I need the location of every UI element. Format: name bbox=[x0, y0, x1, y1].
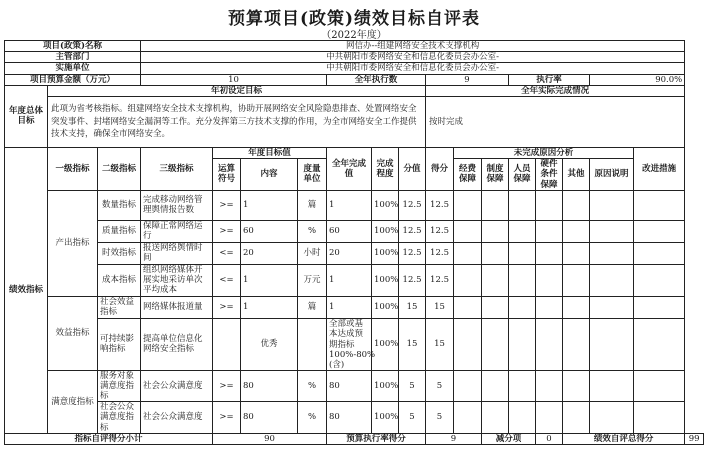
table-row bbox=[5, 264, 704, 296]
content-cell: 1 bbox=[241, 296, 298, 318]
reason-hardware-header: 硬件条件保障 bbox=[536, 159, 563, 191]
lvl1-header: 一级指标 bbox=[48, 147, 98, 190]
project-name-value: 网信办--组建网络安全技术支撑机构 bbox=[141, 41, 685, 52]
actual-cell: 80 bbox=[327, 370, 372, 402]
score-val-cell: 15 bbox=[399, 296, 426, 318]
actual-cell: 60 bbox=[327, 220, 372, 242]
score-val-cell: 5 bbox=[399, 402, 426, 434]
lvl2-cell: 社会效益指标 bbox=[98, 296, 141, 318]
score-val-cell: 12.5 bbox=[399, 264, 426, 296]
lvl3-cell: 组织网络媒体开展实地采访单次平均成本 bbox=[141, 264, 213, 296]
table-row bbox=[5, 370, 704, 402]
actual-header: 全年完成值 bbox=[327, 147, 372, 190]
executed-value: 9 bbox=[426, 74, 509, 85]
lvl3-cell: 提高单位信息化网络安全指标 bbox=[141, 318, 213, 370]
actual-status-header: 全年实际完成情况 bbox=[426, 85, 685, 96]
lvl3-header: 三级指标 bbox=[141, 147, 213, 190]
op-cell: >= bbox=[213, 402, 241, 434]
unit-cell: 小时 bbox=[298, 242, 327, 264]
budget-value: 10 bbox=[141, 74, 327, 85]
score-val-cell: 12.5 bbox=[399, 242, 426, 264]
score-cell: 12.5 bbox=[426, 220, 454, 242]
score-header: 得分 bbox=[426, 147, 454, 190]
unit-value: 中共朝阳市委网络安全和信息化委员会办公室- bbox=[141, 63, 685, 74]
score-val-cell: 15 bbox=[399, 318, 426, 370]
overall-target-label: 年度总体目标 bbox=[5, 85, 48, 147]
score-cell: 5 bbox=[426, 402, 454, 434]
exec-score-value: 9 bbox=[426, 433, 482, 444]
unit-cell: % bbox=[298, 370, 327, 402]
final-score-value: 99 bbox=[685, 433, 704, 444]
dept-label: 主管部门 bbox=[5, 52, 141, 63]
actual-cell: 1 bbox=[327, 296, 372, 318]
degree-cell: 100% bbox=[372, 190, 399, 220]
unit-cell: % bbox=[298, 402, 327, 434]
deduct-label: 减分项 bbox=[482, 433, 536, 444]
lvl2-cell: 质量指标 bbox=[98, 220, 141, 242]
degree-cell: 100% bbox=[372, 370, 399, 402]
op-cell: >= bbox=[213, 296, 241, 318]
table-row bbox=[5, 402, 704, 434]
budget-label: 项目预算金额（万元） bbox=[5, 74, 141, 85]
actual-cell: 全部或基本达成预期指标100%-80%(含) bbox=[327, 318, 372, 370]
content-header: 内容 bbox=[241, 159, 298, 191]
actual-status-text: 按时完成 bbox=[426, 96, 685, 147]
dept-value: 中共朝阳市委网络安全和信息化委员会办公室- bbox=[141, 52, 685, 63]
unit-cell: % bbox=[298, 220, 327, 242]
set-target-text: 此项为省考核指标。组建网络安全技术支撑机构，协助开展网络安全风险隐患排查、处置网络安全突发事件、封堵网络安全漏洞等工作。充分发挥第三方技术支撑的作用，为全市网络安全工作提供技术支持，确保全市网络安全。 bbox=[48, 96, 426, 147]
actual-cell: 20 bbox=[327, 242, 372, 264]
degree-cell: 100% bbox=[372, 296, 399, 318]
degree-cell: 100% bbox=[372, 318, 399, 370]
exec-score-label: 预算执行率得分 bbox=[327, 433, 426, 444]
score-cell: 15 bbox=[426, 318, 454, 370]
page-title: 预算项目(政策)绩效目标自评表 bbox=[227, 9, 481, 29]
score-cell: 12.5 bbox=[426, 242, 454, 264]
score-cell: 5 bbox=[426, 370, 454, 402]
unit-cell: 篇 bbox=[298, 190, 327, 220]
score-val-cell: 12.5 bbox=[399, 220, 426, 242]
score-val-header: 分值 bbox=[399, 147, 426, 190]
op-cell: <= bbox=[213, 264, 241, 296]
unit-cell: 篇 bbox=[298, 296, 327, 318]
unit-header: 度量单位 bbox=[298, 159, 327, 191]
subtotal-label: 指标自评得分小计 bbox=[5, 433, 213, 444]
lvl2-cell: 可持续影响指标 bbox=[98, 318, 141, 370]
op-header: 运算符号 bbox=[213, 159, 241, 191]
lvl2-cell: 时效指标 bbox=[98, 242, 141, 264]
final-score-label: 绩效自评总得分 bbox=[563, 433, 685, 444]
table-row bbox=[5, 242, 704, 264]
lvl3-cell: 社会公众满意度 bbox=[141, 370, 213, 402]
lvl2-cell: 成本指标 bbox=[98, 264, 141, 296]
lvl3-cell: 网络媒体报道量 bbox=[141, 296, 213, 318]
actual-cell: 80 bbox=[327, 402, 372, 434]
group-output: 产出指标 bbox=[48, 190, 98, 296]
op-cell: <= bbox=[213, 242, 241, 264]
reason-funding-header: 经费保障 bbox=[454, 159, 482, 191]
lvl3-cell: 完成移动网络管理舆情报告数 bbox=[141, 190, 213, 220]
content-cell: 80 bbox=[241, 402, 298, 434]
rate-label: 执行率 bbox=[509, 74, 590, 85]
content-cell: 优秀 bbox=[241, 318, 298, 370]
unit-label: 实施单位 bbox=[5, 63, 141, 74]
group-benefit: 效益指标 bbox=[48, 296, 98, 370]
reason-staff-header: 人员保障 bbox=[509, 159, 536, 191]
score-val-cell: 5 bbox=[399, 370, 426, 402]
table-row bbox=[5, 190, 704, 220]
degree-cell: 100% bbox=[372, 242, 399, 264]
table-row bbox=[5, 220, 704, 242]
op-cell: >= bbox=[213, 190, 241, 220]
op-cell: >= bbox=[213, 220, 241, 242]
score-cell: 12.5 bbox=[426, 264, 454, 296]
lvl2-header: 二级指标 bbox=[98, 147, 141, 190]
degree-cell: 100% bbox=[372, 220, 399, 242]
lvl2-cell: 数量指标 bbox=[98, 190, 141, 220]
reason-other-header: 其他 bbox=[563, 159, 590, 191]
target-group-header: 年度目标值 bbox=[213, 147, 327, 158]
content-cell: 80 bbox=[241, 370, 298, 402]
executed-label: 全年执行数 bbox=[327, 74, 426, 85]
lvl2-cell: 社会公众满意度指标 bbox=[98, 402, 141, 434]
fix-header: 改进措施 bbox=[634, 147, 685, 190]
content-cell: 1 bbox=[241, 264, 298, 296]
lvl3-cell: 社会公众满意度 bbox=[141, 402, 213, 434]
reason-system-header: 制度保障 bbox=[482, 159, 509, 191]
group-satisfaction: 满意度指标 bbox=[48, 370, 98, 433]
project-name-label: 项目(政策)名称 bbox=[5, 41, 141, 52]
score-cell: 15 bbox=[426, 296, 454, 318]
content-cell: 1 bbox=[241, 190, 298, 220]
reason-group-header: 未完成原因分析 bbox=[454, 147, 634, 158]
perf-indicator-label: 绩效指标 bbox=[5, 147, 48, 433]
op-cell: >= bbox=[213, 370, 241, 402]
subtotal-value: 90 bbox=[213, 433, 327, 444]
degree-cell: 100% bbox=[372, 264, 399, 296]
degree-header: 完成程度 bbox=[372, 147, 399, 190]
content-cell: 20 bbox=[241, 242, 298, 264]
lvl2-cell: 服务对象满意度指标 bbox=[98, 370, 141, 402]
degree-cell: 100% bbox=[372, 402, 399, 434]
year-subtitle: （2022年度） bbox=[321, 30, 387, 41]
table-row bbox=[5, 318, 704, 370]
unit-cell: 万元 bbox=[298, 264, 327, 296]
set-target-header: 年初设定目标 bbox=[48, 85, 426, 96]
lvl3-cell: 保障正常网络运行 bbox=[141, 220, 213, 242]
unit-cell bbox=[298, 318, 327, 370]
deduct-value: 0 bbox=[536, 433, 563, 444]
score-cell: 12.5 bbox=[426, 190, 454, 220]
actual-cell: 1 bbox=[327, 190, 372, 220]
score-val-cell: 12.5 bbox=[399, 190, 426, 220]
actual-cell: 1 bbox=[327, 264, 372, 296]
op-cell bbox=[213, 318, 241, 370]
evaluation-table bbox=[4, 40, 704, 445]
rate-value: 90.0% bbox=[590, 74, 685, 85]
table-row bbox=[5, 296, 704, 318]
lvl3-cell: 报送网络舆情时间 bbox=[141, 242, 213, 264]
content-cell: 60 bbox=[241, 220, 298, 242]
reason-note-header: 原因说明 bbox=[590, 159, 634, 191]
